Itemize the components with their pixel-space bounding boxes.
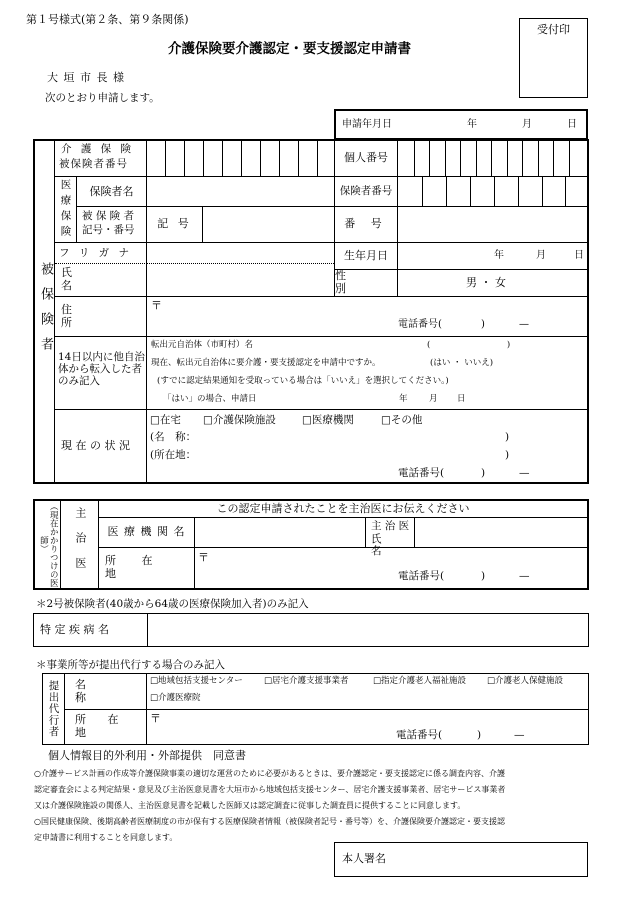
doctor-location-label: 所 在 地 [99, 548, 195, 588]
transfer-origin-label: 転出元自治体（市町村）名 [151, 340, 254, 350]
status-option-care-facility[interactable]: □介護保険施設 [203, 414, 276, 426]
transfer-origin-input[interactable]: ( ) [427, 340, 511, 350]
doctor-location-input[interactable] [195, 548, 587, 588]
status-option-medical[interactable]: □医療機関 [302, 414, 354, 426]
transfer-year: 年 [399, 394, 408, 404]
transfer-content[interactable] [147, 337, 587, 410]
status-label: 現 在 の 状 況 [55, 410, 147, 482]
birth-month: 月 [536, 250, 546, 261]
agent-name-label: 名 称 [65, 674, 147, 710]
application-date-month: 月 [522, 119, 532, 130]
address-phone-label: 電話番号( [398, 319, 442, 330]
doctor-name-label-cell [365, 518, 415, 558]
transfer-label-cell [55, 337, 147, 410]
form-number: 第１号様式(第２条、第９条関係) [26, 13, 189, 26]
institution-input[interactable] [195, 518, 365, 548]
doctor-side-paren-text: （現在かかりつけの医師） [38, 502, 59, 587]
application-date-box[interactable] [334, 109, 588, 140]
application-date-day: 日 [567, 119, 577, 130]
agent-location-input[interactable] [147, 710, 588, 744]
doctor-name-label-2: 氏 名 [371, 533, 390, 558]
insured-section-label [35, 141, 55, 482]
number-input[interactable] [398, 207, 587, 243]
status-location-close: ) [505, 449, 510, 461]
birth-label: 生年月日 [334, 243, 398, 270]
reception-stamp-box [519, 18, 588, 98]
transfer-question: 現在、転出元自治体に要介護・要支援認定を申請中ですか。 [151, 358, 381, 368]
agent-option-home-care[interactable]: □居宅介護支援事業者 [264, 676, 349, 686]
disease-note: ＊2号被保険者(40歳から64歳の医療保険加入者)のみ記入 [36, 598, 309, 610]
disease-label: 特 定 疾 病 名 [34, 614, 148, 646]
birth-day: 日 [574, 250, 584, 261]
insurance-no-label-2: 被保険者番号 [59, 158, 128, 171]
status-phone-close: ) [481, 467, 486, 479]
consent-p2-line1: ○国民健康保険、後期高齢者医療制度の市が保有する医療保険者情報（被保険者記号・番号等）を、介護保険要介護認定・要支援認 [34, 817, 505, 826]
medical-insurance-vertical: 医療保険 [59, 178, 72, 241]
doctor-name-input[interactable] [415, 518, 587, 548]
insurance-no-label-cell [55, 141, 147, 177]
medical-insurance-label [55, 177, 77, 243]
agent-phone-label: 電話番号( [396, 729, 443, 741]
symbol-no-label-cell [77, 207, 147, 243]
transfer-label-1: 14日以内に他自治 [58, 351, 145, 363]
personal-no-input[interactable] [398, 141, 587, 177]
application-date-label: 申請年月日 [342, 119, 392, 130]
personal-no-label: 個人番号 [334, 141, 398, 177]
addressee: 大 垣 市 長 様 [47, 71, 125, 84]
insurer-no-label: 保険者番号 [334, 177, 398, 207]
disease-row [33, 613, 589, 647]
agent-phone-close: ) [477, 729, 482, 741]
sex-selector[interactable]: 男 ・ 女 [398, 270, 587, 297]
agent-option-community-center[interactable]: □地域包括支援センター [150, 676, 243, 686]
status-content[interactable] [147, 410, 587, 482]
address-phone-close: ) [481, 319, 485, 330]
agent-option-medical-institute[interactable]: □介護医療院 [150, 693, 201, 703]
consent-p1-line2: 認定審査会による判定結果・意見及び主治医意見書を大垣市から地域包括支援センター、居宅介護支援事業者、居宅サービス事業者 [34, 785, 506, 794]
doctor-notice: この認定申請されたことを主治医にお伝えください [99, 501, 587, 518]
agent-option-welfare-facility[interactable]: □指定介護老人福祉施設 [373, 676, 467, 686]
transfer-answer-toggle[interactable]: (はい ・ いいえ) [430, 358, 494, 368]
status-option-other[interactable]: □その他 [381, 414, 423, 426]
transfer-note: (すでに認定結果通知を受取っている場合は「いいえ」を選択してください。) [157, 376, 449, 386]
consent-p1-line1: ○介護サービス計画の作成等介護保険事業の適切な運営のために必要があるときは、要介護認定・要支援認定に係る調査内容、介護 [34, 769, 505, 778]
page-title: 介護保険要介護認定・要支援認定申請書 [168, 41, 411, 57]
name-label-cell [55, 264, 147, 297]
address-phone-dash: — [519, 319, 529, 330]
birth-input[interactable] [398, 243, 587, 270]
birth-year: 年 [494, 250, 504, 261]
insurance-no-label-1: 介 護 保 険 [61, 143, 135, 155]
institution-label: 医 療 機 関 名 [99, 518, 195, 548]
agent-type-options[interactable] [147, 674, 588, 710]
name-label: 氏 名 [61, 266, 122, 292]
doctor-side-label [61, 501, 99, 588]
agent-phone-dash: — [514, 729, 525, 741]
consent-title: 個人情報目的外利用・外部提供 同意書 [48, 749, 246, 762]
symbol-no-label-2: 記号・番号 [82, 224, 135, 237]
doctor-name-label-1: 主 治 医 [371, 520, 410, 532]
consent-p2-line2: 定申請書に利用することを同意します。 [34, 833, 178, 842]
doctor-phone-dash: — [519, 570, 530, 582]
application-date-year: 年 [467, 119, 477, 130]
status-name-close: ) [505, 431, 510, 443]
transfer-day: 日 [457, 394, 466, 404]
furigana-label: フ リ ガ ナ [55, 243, 147, 264]
address-label: 住 所 [61, 302, 122, 329]
insured-vertical-label: 被保険者 [37, 261, 53, 362]
insurance-no-input[interactable] [147, 141, 334, 177]
agent-note: ＊事業所等が提出代行する場合のみ記入 [36, 659, 225, 671]
transfer-month: 月 [429, 394, 438, 404]
status-location-label: (所在地： [150, 449, 197, 461]
address-label-cell [55, 297, 147, 337]
status-name-label: (名 称： [150, 431, 197, 443]
doctor-phone-close: ) [481, 570, 486, 582]
disease-input[interactable] [148, 614, 588, 646]
agent-side-label-text: 提出代行者 [47, 680, 60, 738]
transfer-if-yes-label: 「はい」の場合、申請日 [163, 394, 257, 404]
agent-postal-mark: 〒 [150, 712, 161, 725]
address-postal-mark: 〒 [151, 299, 162, 312]
agent-option-health-facility[interactable]: □介護老人保健施設 [487, 676, 564, 686]
sex-label: 性 別 [334, 270, 398, 297]
transfer-label-3: のみ記入 [58, 375, 100, 388]
consent-body [34, 766, 594, 846]
address-input[interactable] [147, 297, 587, 337]
symbol-input[interactable] [203, 207, 334, 243]
intro-text: 次のとおり申請します。 [45, 92, 160, 104]
transfer-label-2: 体から転入した者 [58, 363, 142, 376]
symbol-no-label-1: 被 保 険 者 [82, 210, 135, 222]
status-option-home[interactable]: □在宅 [150, 414, 181, 426]
number-label: 番 号 [334, 207, 398, 243]
status-phone-dash: — [519, 467, 530, 479]
doctor-side-label-text: 主治医 [73, 507, 87, 582]
agent-location-label: 所 在 地 [65, 710, 147, 744]
signature-label: 本人署名 [342, 852, 386, 865]
consent-p1-line3: 又は介護保険施設の関係人、主治医意見書を記載した医師又は認定調査に従事した調査員に提供することに同意します。 [34, 801, 466, 810]
agent-side-label [43, 674, 65, 744]
status-phone-label: 電話番号( [398, 467, 445, 479]
insurer-name-row[interactable] [77, 177, 334, 207]
doctor-phone-label: 電話番号( [398, 570, 445, 582]
signature-box[interactable] [334, 842, 588, 877]
name-input[interactable] [147, 264, 334, 297]
insurer-no-input[interactable] [398, 177, 587, 207]
symbol-label: 記 号 [147, 207, 203, 243]
doctor-postal-mark: 〒 [198, 551, 209, 564]
reception-stamp-label: 受付印 [537, 23, 570, 36]
doctor-side-paren [35, 501, 61, 588]
furigana-input[interactable] [147, 243, 334, 264]
insurer-name-label: 保険者名 [77, 177, 147, 207]
